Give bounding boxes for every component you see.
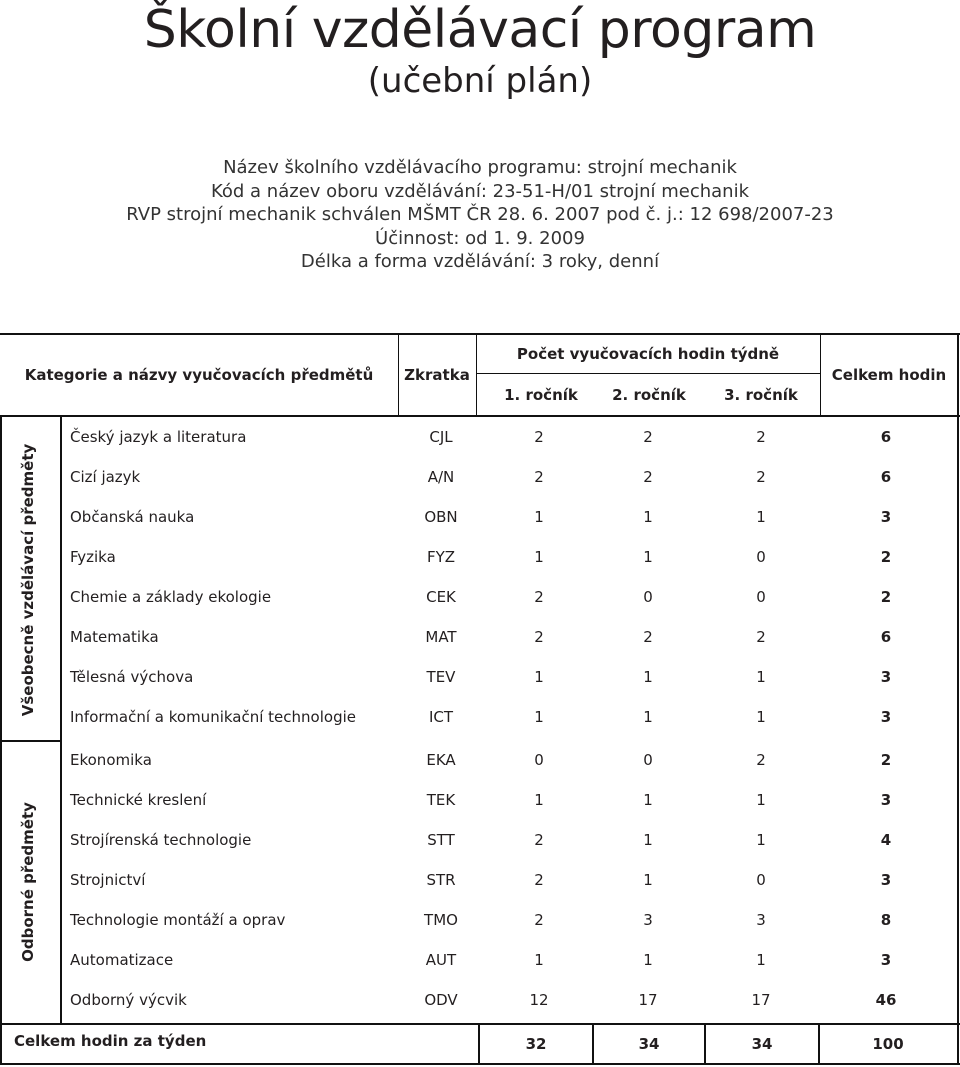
table-row <box>62 980 958 1020</box>
info-line: Účinnost: od 1. 9. 2009 <box>375 227 585 249</box>
hours-year3: 17 <box>751 991 771 1009</box>
hours-total: 2 <box>880 751 892 769</box>
info-line: Název školního vzdělávacího programu: strojní mechanik <box>223 157 737 178</box>
table-row <box>62 900 958 940</box>
hours-year3: 1 <box>756 508 766 526</box>
curriculum-table <box>0 333 960 1065</box>
hours-year1: 0 <box>534 751 544 769</box>
hours-year1: 2 <box>534 911 544 929</box>
subject-abbr: AUT <box>425 951 457 969</box>
hours-year2: 2 <box>643 628 653 646</box>
table-border-bottom <box>0 1063 960 1065</box>
subject-name: Odborný výcvik <box>70 991 187 1009</box>
hours-year1: 2 <box>534 588 544 606</box>
hours-total: 3 <box>880 791 892 809</box>
table-row <box>62 697 958 737</box>
footer-year2: 34 <box>638 1035 660 1053</box>
subject-name: Tělesná výchova <box>70 668 194 686</box>
program-info <box>0 156 960 274</box>
subject-abbr: EKA <box>426 751 456 769</box>
table-row <box>62 577 958 617</box>
hours-year3: 2 <box>756 628 766 646</box>
hours-year2: 1 <box>643 871 653 889</box>
subject-name: Technologie montáží a oprav <box>70 911 286 929</box>
hours-year1: 2 <box>534 468 544 486</box>
table-row <box>62 740 958 780</box>
hours-year3: 1 <box>756 791 766 809</box>
hours-year1: 2 <box>534 428 544 446</box>
table-row <box>62 497 958 537</box>
hours-year1: 1 <box>534 668 544 686</box>
header-category: Kategorie a názvy vyučovacích předmětů <box>24 366 374 384</box>
hours-year3: 2 <box>756 751 766 769</box>
hours-year3: 0 <box>756 548 766 566</box>
hours-total: 6 <box>880 628 892 646</box>
table-row <box>62 657 958 697</box>
hours-total: 2 <box>880 588 892 606</box>
subject-name: Fyzika <box>70 548 116 566</box>
subject-name: Český jazyk a literatura <box>70 428 247 446</box>
hours-year1: 1 <box>534 951 544 969</box>
hours-total: 46 <box>875 991 897 1009</box>
hours-year3: 1 <box>756 668 766 686</box>
footer-total: 100 <box>872 1035 904 1053</box>
hours-total: 6 <box>880 428 892 446</box>
page-title: Školní vzdělávací program <box>143 0 817 60</box>
hours-total: 8 <box>880 911 892 929</box>
table-row <box>62 417 958 457</box>
subject-name: Strojnictví <box>70 871 146 889</box>
hours-year3: 3 <box>756 911 766 929</box>
hours-year3: 2 <box>756 428 766 446</box>
hours-year3: 1 <box>756 831 766 849</box>
hours-total: 6 <box>880 468 892 486</box>
hours-total: 3 <box>880 871 892 889</box>
subject-name: Informační a komunikační technologie <box>70 708 356 726</box>
group-label-general: Všeobecně vzdělávací předměty <box>19 443 37 717</box>
hours-year3: 0 <box>756 871 766 889</box>
hours-year2: 17 <box>638 991 658 1009</box>
page-subtitle: (učební plán) <box>367 61 593 101</box>
hours-year3: 1 <box>756 951 766 969</box>
header-year1: 1. ročník <box>504 386 578 404</box>
hours-year3: 1 <box>756 708 766 726</box>
subject-abbr: TMO <box>424 911 458 929</box>
subject-abbr: CEK <box>426 588 456 606</box>
hours-year3: 0 <box>756 588 766 606</box>
header-year3: 3. ročník <box>724 386 798 404</box>
table-row <box>62 617 958 657</box>
hours-year2: 0 <box>643 751 653 769</box>
subject-abbr: TEV <box>426 668 456 686</box>
subject-name: Strojírenská technologie <box>70 831 252 849</box>
subject-abbr: TEK <box>426 791 456 809</box>
hours-year2: 3 <box>643 911 653 929</box>
group-label-vocational: Odborné předměty <box>19 802 37 962</box>
hours-year3: 2 <box>756 468 766 486</box>
hours-year2: 1 <box>643 708 653 726</box>
subject-name: Technické kreslení <box>70 791 207 809</box>
header-weekly: Počet vyučovacích hodin týdně <box>516 345 780 363</box>
hours-year2: 0 <box>643 588 653 606</box>
subject-abbr: STT <box>427 831 455 849</box>
footer-year1: 32 <box>525 1035 547 1053</box>
table-row <box>62 820 958 860</box>
hours-year1: 2 <box>534 871 544 889</box>
weekly-header-divider <box>476 373 820 374</box>
group-label-border <box>0 417 2 1023</box>
hours-year2: 1 <box>643 831 653 849</box>
subject-abbr: OBN <box>424 508 458 526</box>
hours-total: 3 <box>880 951 892 969</box>
hours-year1: 1 <box>534 791 544 809</box>
hours-year1: 2 <box>534 628 544 646</box>
table-row <box>62 537 958 577</box>
info-line: Délka a forma vzdělávání: 3 roky, denní <box>300 251 660 273</box>
info-line: Kód a název oboru vzdělávání: 23-51-H/01 strojní mechanik <box>210 180 750 202</box>
subject-abbr: A/N <box>427 468 455 486</box>
subject-name: Matematika <box>70 628 159 646</box>
hours-year1: 2 <box>534 831 544 849</box>
hours-year1: 12 <box>529 991 549 1009</box>
header-total: Celkem hodin <box>831 366 947 384</box>
hours-year2: 2 <box>643 468 653 486</box>
subject-abbr: FYZ <box>426 548 456 566</box>
subject-name: Chemie a základy ekologie <box>70 588 272 606</box>
hours-year1: 1 <box>534 548 544 566</box>
info-line: RVP strojní mechanik schválen MŠMT ČR 28. 6. 2007 pod č. j.: 12 698/2007-23 <box>126 204 834 226</box>
hours-year2: 2 <box>643 428 653 446</box>
table-row <box>62 780 958 820</box>
subject-name: Cizí jazyk <box>70 468 141 486</box>
hours-year2: 1 <box>643 548 653 566</box>
subject-abbr: MAT <box>425 628 457 646</box>
table-row <box>62 860 958 900</box>
hours-year1: 1 <box>534 708 544 726</box>
footer-border-left <box>0 1023 2 1065</box>
hours-year2: 1 <box>643 668 653 686</box>
footer-label: Celkem hodin za týden <box>14 1032 207 1050</box>
subject-abbr: ODV <box>424 991 458 1009</box>
subject-name: Ekonomika <box>70 751 152 769</box>
hours-year2: 1 <box>643 951 653 969</box>
hours-total: 3 <box>880 668 892 686</box>
hours-total: 4 <box>880 831 892 849</box>
subject-name: Automatizace <box>70 951 174 969</box>
subject-abbr: ICT <box>428 708 454 726</box>
table-row <box>62 457 958 497</box>
hours-total: 3 <box>880 508 892 526</box>
subject-name: Občanská nauka <box>70 508 195 526</box>
hours-year1: 1 <box>534 508 544 526</box>
hours-total: 2 <box>880 548 892 566</box>
header-abbr: Zkratka <box>404 366 470 384</box>
hours-year2: 1 <box>643 508 653 526</box>
hours-year2: 1 <box>643 791 653 809</box>
subject-abbr: CJL <box>429 428 453 446</box>
table-row <box>62 940 958 980</box>
header-year2: 2. ročník <box>612 386 686 404</box>
footer-top-border <box>0 1023 960 1025</box>
footer-year3: 34 <box>751 1035 773 1053</box>
hours-total: 3 <box>880 708 892 726</box>
subject-abbr: STR <box>426 871 456 889</box>
